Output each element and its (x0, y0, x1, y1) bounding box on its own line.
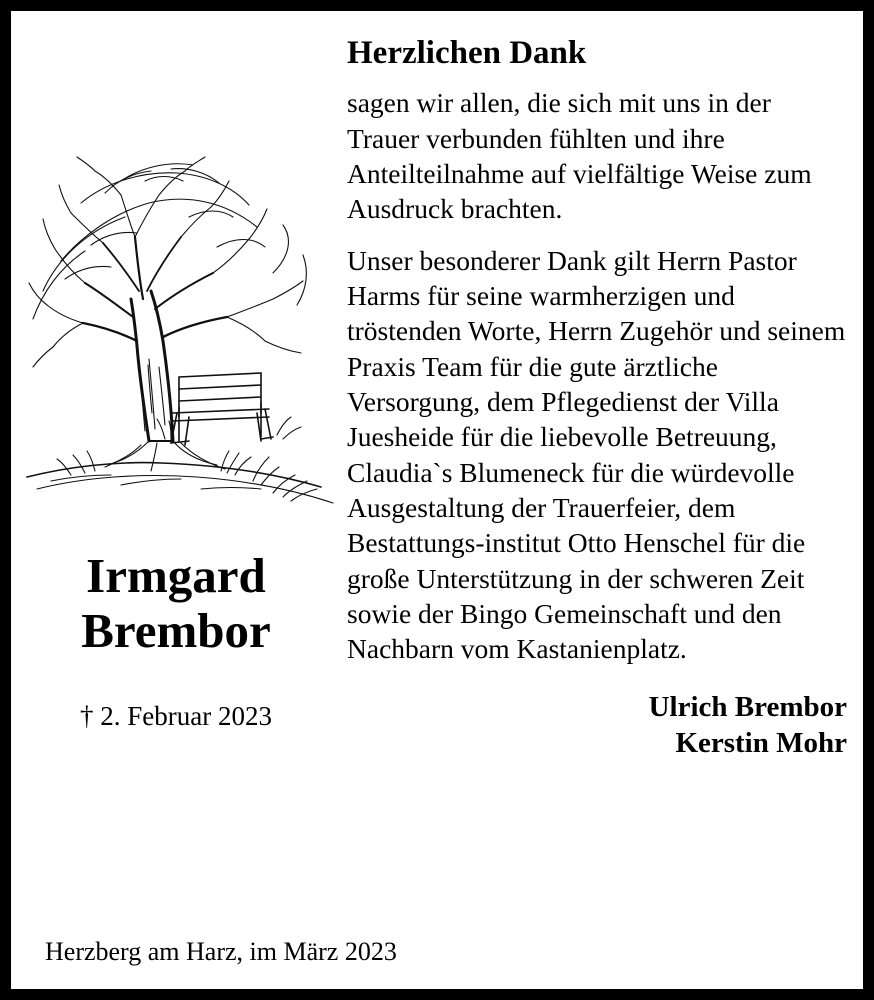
deceased-name-line-2: Brembor (81, 602, 271, 658)
deceased-name (11, 549, 341, 659)
thanks-paragraph-2: Unser besonderer Dank gilt Herrn Pastor Harms für seine warmherzigen und tröstenden Worte, Herrn Zugehör und seinem Praxis Team für die gute ärztliche Versorgung, dem Pflegedienst der Villa Juesheide für die liebevolle Betreuung, Claudia`s Blumeneck für die würdevolle Ausgestaltung der Trauerfeier, dem Bestattungs-institut Otto Henschel für die große Unterstützung in der schweren Zeit sowie der Bingo Gemeinschaft und den Nachbarn vom Kastanienplatz. (347, 244, 846, 665)
death-date: † 2. Februar 2023 (80, 701, 272, 731)
signers (347, 689, 847, 762)
right-column (347, 35, 847, 761)
deceased-name-line-1: Irmgard (86, 548, 266, 603)
notice-inner (11, 11, 863, 989)
place-and-date: Herzberg am Harz, im März 2023 (45, 937, 397, 966)
thanks-paragraph-1: sagen wir allen, die sich mit uns in der Trauer verbunden fühlten und ihre Anteilteilnahme auf vielfältige Weise zum Ausdruck brachten. (347, 87, 812, 225)
thanks-title: Herzlichen Dank (347, 35, 587, 71)
signer-1: Ulrich Brembor (648, 690, 847, 723)
tree-with-bench-illustration-icon (21, 141, 339, 511)
signer-2: Kerstin Mohr (675, 726, 847, 759)
left-column (11, 11, 397, 989)
